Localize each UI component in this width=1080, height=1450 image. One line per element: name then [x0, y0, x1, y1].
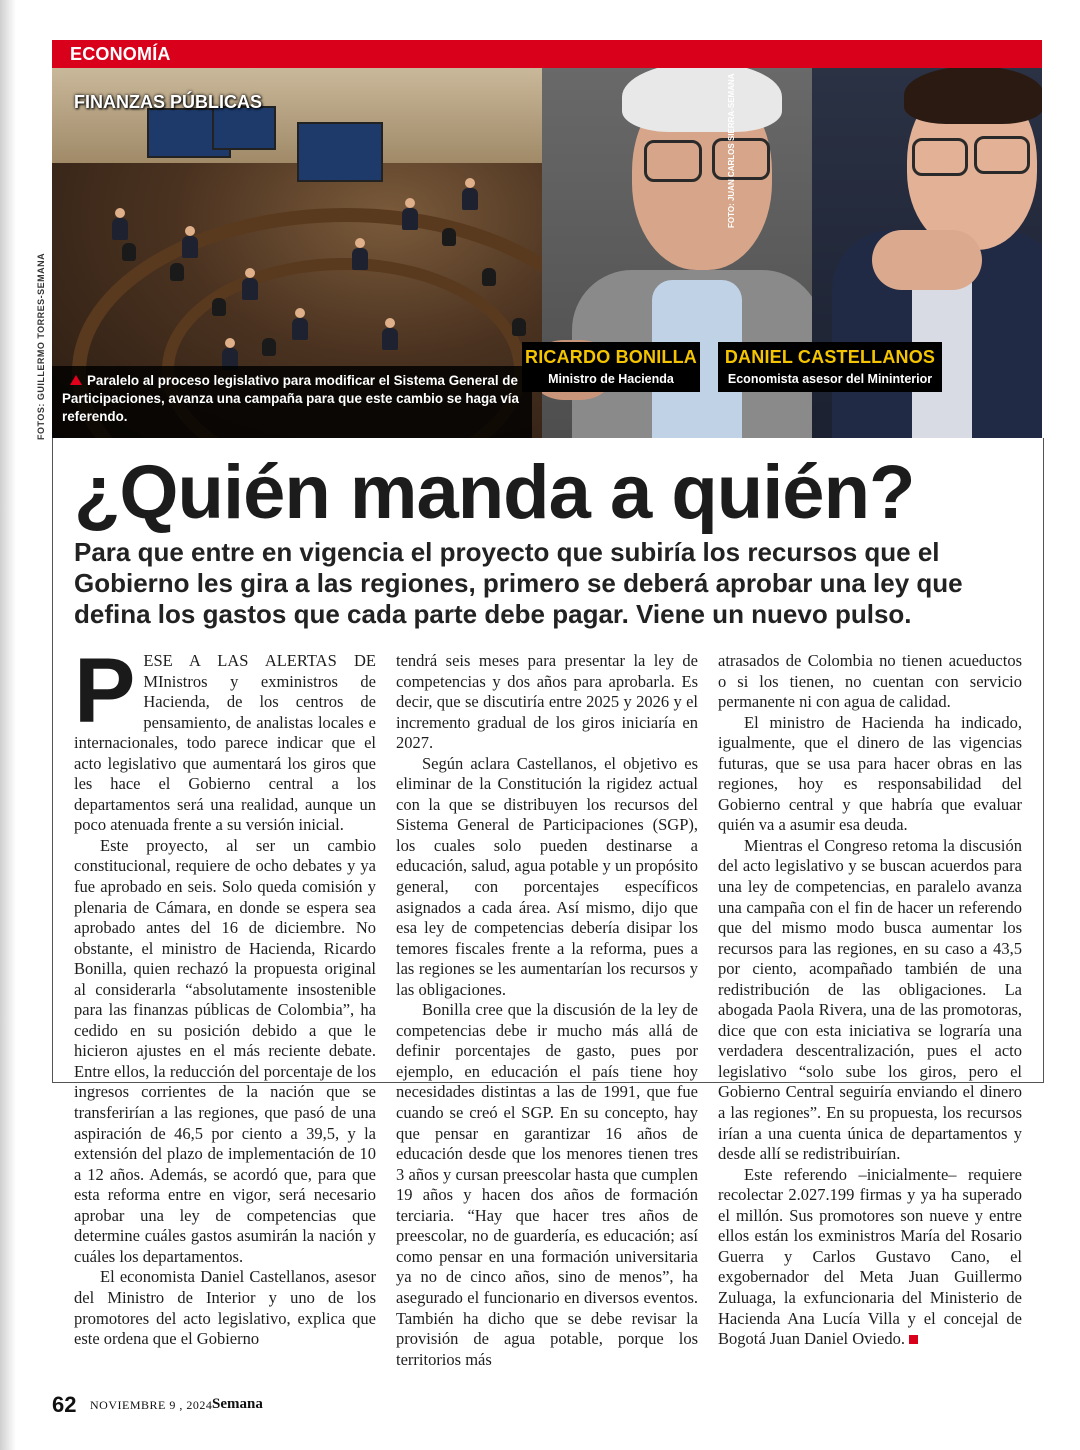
castellanos-hands	[872, 230, 982, 290]
article-column-3	[718, 651, 1022, 1350]
kicker-label: FINANZAS PÚBLICAS	[74, 92, 262, 112]
magazine-name: Semana	[212, 1396, 263, 1412]
person-name: DANIEL CASTELLANOS	[724, 347, 936, 367]
chamber-seat	[442, 228, 456, 246]
legislator-head	[295, 308, 305, 318]
legislator-head	[405, 198, 415, 208]
chamber-seat	[512, 318, 526, 336]
bonilla-glasses-right	[712, 138, 770, 180]
legislator-head	[355, 238, 365, 248]
namebox-bonilla	[522, 342, 700, 392]
bonilla-hair	[622, 62, 782, 132]
legislator-figure	[182, 236, 198, 258]
section-label: ECONOMÍA	[70, 44, 171, 64]
paragraph-last-text: Este referendo –inicialmente– requiere recolectar 2.027.199 firmas y ya ha superado el millón. Sus promotores son nueve y entre ellos están los exministros María del Rosario Guerra y Carlos Gustavo Cano, el exgobernador del Meta Juan Guillermo Zuluaga, la exfuncionaria del Ministerio de Hacienda Ana Lucía Villa y el concejal de Bogotá Juan Daniel Oviedo.	[718, 1164, 1022, 1349]
chamber-screen-main	[297, 122, 383, 182]
chamber-seat	[482, 268, 496, 286]
legislator-figure	[462, 188, 478, 210]
page-number: 62	[52, 1392, 77, 1417]
legislator-figure	[242, 278, 258, 300]
paragraph: Este proyecto, al ser un cambio constitucional, requiere de ocho debates y ya fue aprobado en seis. Solo queda comisión y plenaria de Cámara, en donde se espera sea aprobado antes del 16 de diciembre. No obstante, el ministro de Hacienda, Ricardo Bonilla, quien rechazó la propuesta original al considerarla “absolutamente insostenible para las finanzas públicas de Colombia”, ha cedido en su posición debido a que le hicieron ajustes en el más reciente debate. Entre ellos, la reducción del porcentaje de los ingresos corrientes de la nación que se transferirían a las regiones, que pasó de una aspiración de 46,5 por ciento a 39,5, y la extensión del plazo de implementación de 10 a 12 años. Además, se acordó que, para que esta reforma entre en vigor, será necesario aprobar una ley de competencias que determine cuáles gastos asumirán la nación y cuáles los departamentos.	[74, 835, 376, 1266]
photo-caption-text	[52, 366, 532, 426]
legislator-figure	[292, 318, 308, 340]
paragraph: Mientras el Congreso retoma la discusión del acto legislativo y se buscan acuerdos para una ley de competencias, en paralelo avanza una campaña con el fin de hacer un referendo que del mismo modo busca aumentar los recursos para las regiones, en su caso a 43,5 por ciento, acompañado también de una redistribución de las obligaciones. La abogada Paola Rivera, una de las promotoras, dice que con esta iniciativa se lograría una verdadera descentralización, pues el acto legislativo “solo sube los giros, pero el Gobierno Central seguiría enviando el dinero a las regiones”. En su propuesta, los recursos irían a una cuenta única de departamentos y desde allí se redistribuirían.	[718, 835, 1022, 1164]
article-column-1	[74, 640, 376, 1350]
paragraph: Según aclara Castellanos, el objetivo es eliminar de la Constitución la rigidez actual con la que se distribuyen los recursos del Sistema General de Participaciones (SGP), los cuales solo pueden destinarse a educación, salud, agua potable y un propósito general, con porcentajes específicos asignados a cada área. Así mismo, dijo que esa ley de competencias debería disipar los temores fiscales frente a la reforma, pues a las regiones se les aumentarían los recursos y las obligaciones.	[396, 753, 698, 999]
issue-date: NOVIEMBRE 9 , 2024	[90, 1398, 213, 1412]
legislator-figure	[352, 248, 368, 270]
castellanos-hair	[904, 66, 1042, 124]
paragraph: Bonilla cree que la discusión de la ley de competencias debe ir mucho más allá de definir porcentajes de gasto, pues por ejemplo, en educación el país tiene hoy necesidades distintas a las de 1991, que fue cuando se creó el SGP. En su concepto, hay que pensar en garantizar 16 años de educación desde que los menores tienen tres 3 años y cursan preescolar hasta que cumplen 19 años y hacen dos años de formación terciaria. “Hay que hacer tres años de preescolar, no de guardería, es educación; así como pensar en una formación universitaria ya no de cinco años, sino de menos”, ha asegurado el funcionario en diversos eventos. También ha dicho que se debe revisar la provisión de agua potable, porque los territorios más	[396, 1000, 698, 1369]
namebox-castellanos	[718, 342, 942, 392]
photo-credit-left-text: FOTOS: GUILLERMO TORRES-SEMANA	[36, 252, 46, 440]
paragraph: El economista Daniel Castellanos, asesor del Ministro de Interior y uno de los promotores del acto legislativo, explica que este ordena que el Gobierno	[74, 1267, 376, 1349]
chamber-seat	[122, 243, 136, 261]
paragraph: ESE A LAS ALERTAS DE MInistros y exministros de Hacienda, de los centros de pensamiento, de analistas locales e internacionales, todo parece indicar que el acto legislativo que aumentará los giros que les hace el Gobierno central a los departamentos será una realidad, aunque un poco atenuada frente a su versión inicial.	[74, 651, 376, 835]
article-column-2	[396, 651, 698, 1370]
paragraph: tendrá seis meses para presentar la ley de competencias y dos años para aprobarla. Es decir, que se discutiría entre 2025 y 2026 y el incremento gradual de los giros iniciaría en 2027.	[396, 651, 698, 753]
chamber-seat	[262, 338, 276, 356]
legislator-head	[185, 226, 195, 236]
person-role: Ministro de Hacienda	[548, 372, 674, 386]
castellanos-glasses-right	[974, 136, 1030, 174]
legislator-head	[115, 208, 125, 218]
photo-caption	[52, 366, 532, 438]
headline: ¿Quién manda a quién?	[74, 450, 915, 535]
end-mark-icon	[909, 1335, 918, 1344]
photo-credit-right-text: FOTO: JUAN CARLOS SIERRA-SEMANA	[727, 73, 736, 228]
legislator-figure	[112, 218, 128, 240]
caption-text: Paralelo al proceso legislativo para modificar el Sistema General de Participaciones, avanza una campaña para que este cambio se haga vía referendo.	[62, 373, 519, 424]
chamber-seat	[212, 298, 226, 316]
paragraph: El ministro de Hacienda ha indicado, igualmente, que el dinero de las vigencias futuras, que se usa para hacer obras en las regiones, hoy es responsabilidad del Gobierno central y que habría que evaluar quién va a asumir esa deuda.	[718, 712, 1022, 835]
section-bar	[52, 40, 1042, 68]
legislator-figure	[382, 328, 398, 350]
bonilla-glasses-left	[644, 140, 702, 182]
person-role: Economista asesor del Mininterior	[727, 372, 933, 386]
drop-cap: P	[74, 640, 136, 742]
caption-triangle-icon	[70, 375, 82, 385]
legislator-head	[245, 268, 255, 278]
legislator-head	[385, 318, 395, 328]
chamber-seat	[170, 263, 184, 281]
page-edge-shadow	[0, 0, 16, 1450]
dek: Para que entre en vigencia el proyecto que subiría los recursos que el Gobierno les gira a las regiones, primero se deberá aprobar una ley que defina los gastos que cada parte debe pagar. Viene un nuevo pulso.	[74, 537, 963, 629]
legislator-head	[465, 178, 475, 188]
legislator-head	[225, 338, 235, 348]
legislator-figure	[402, 208, 418, 230]
paragraph: atrasados de Colombia no tienen acueductos o si los tienen, no cuentan con servicio permanente ni con agua de calidad.	[718, 651, 1022, 712]
castellanos-glasses-left	[912, 138, 968, 176]
person-name: RICARDO BONILLA	[525, 347, 697, 367]
paragraph-last	[718, 1165, 1022, 1350]
